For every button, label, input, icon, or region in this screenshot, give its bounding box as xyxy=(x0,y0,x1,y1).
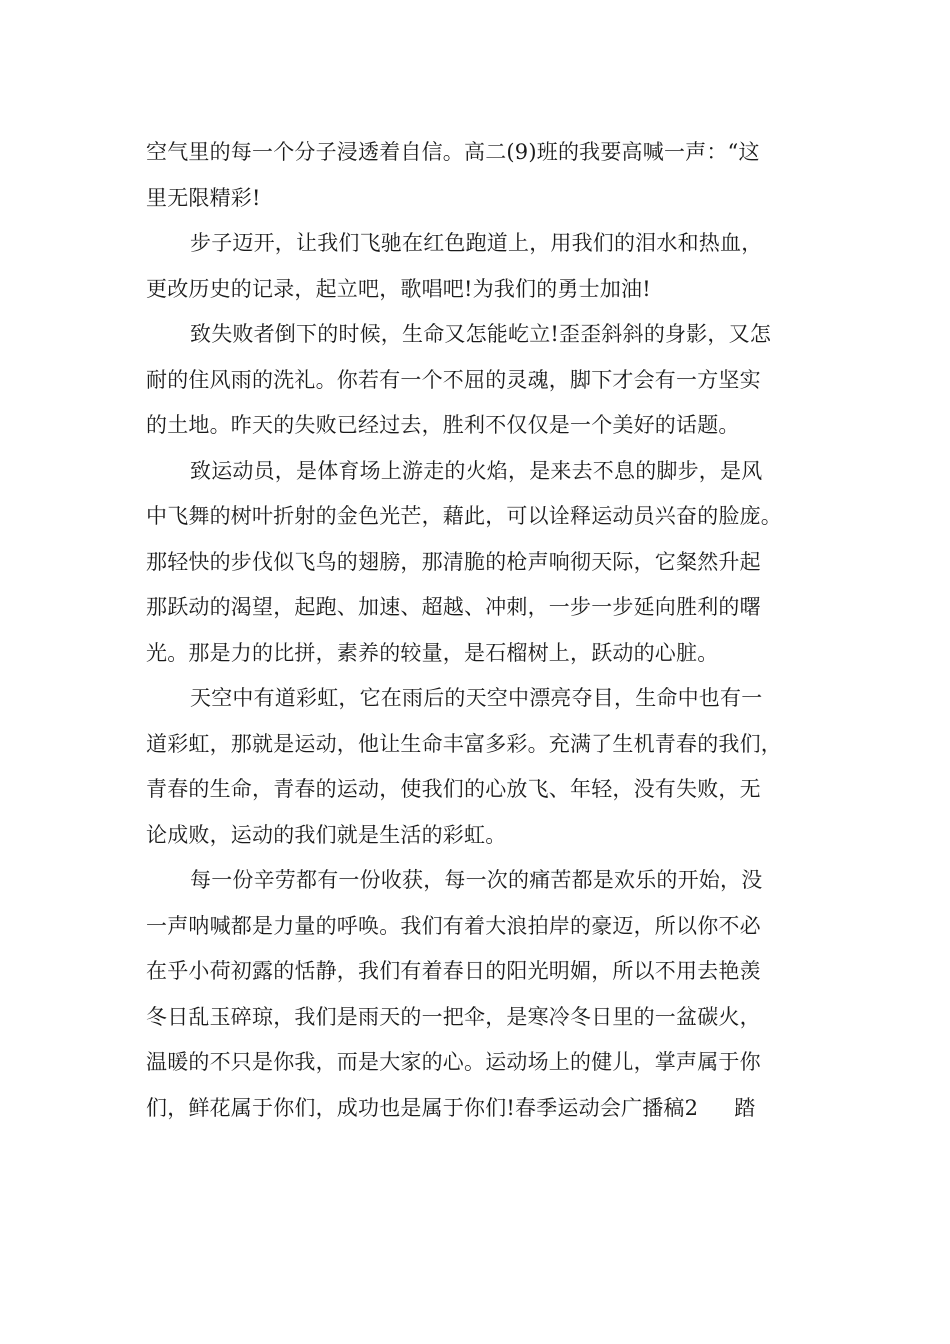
text-line: 论成败，运动的我们就是生活的彩虹。 xyxy=(146,822,507,847)
text-line: 耐的住风雨的洗礼。你若有一个不屈的灵魂，脚下才会有一方坚实 xyxy=(146,367,761,392)
text-line: 光。那是力的比拼，素养的较量，是石榴树上，跃动的心脏。 xyxy=(146,640,719,665)
text-line: 一声呐喊都是力量的呼唤。我们有着大浪拍岸的豪迈，所以你不必 xyxy=(146,913,761,938)
text-line-last xyxy=(146,1086,806,1132)
text-line: 致运动员，是体育场上游走的火焰，是来去不息的脚步，是风 xyxy=(190,458,763,483)
text-line: 中飞舞的树叶折射的金色光芒，藉此，可以诠释运动员兴奋的脸庞。 xyxy=(146,504,782,528)
text-line: 冬日乱玉碎琼，我们是雨天的一把伞，是寒冷冬日里的一盆碳火， xyxy=(146,1004,761,1029)
text-line: 那跃动的渴望，起跑、加速、超越、冲刺，一步一步延向胜利的曙 xyxy=(146,595,761,619)
text-line: 更改历史的记录，起立吧，歌唱吧!为我们的勇士加油! xyxy=(146,276,651,301)
text-line: 那轻快的步伐似飞鸟的翅膀，那清脆的枪声响彻天际，它粲然升起 xyxy=(146,549,761,574)
text-line: 在乎小荷初露的恬静，我们有着春日的阳光明媚，所以不用去艳羡 xyxy=(146,959,761,983)
text-line: 步子迈开，让我们飞驰在红色跑道上，用我们的泪水和热血， xyxy=(190,231,763,255)
trailing-text: 踏 xyxy=(734,1095,756,1120)
text-line: 每一份辛劳都有一份收获，每一次的痛苦都是欢乐的开始，没 xyxy=(190,868,763,892)
text-line: 青春的生命，青春的运动，使我们的心放飞、年轻，没有失败，无 xyxy=(146,777,761,801)
text-line: 天空中有道彩虹，它在雨后的天空中漂亮夺目，生命中也有一 xyxy=(190,686,763,710)
text-line-content: 们，鲜花属于你们，成功也是属于你们!春季运动会广播稿2 xyxy=(146,1095,699,1120)
body-text xyxy=(146,130,806,1131)
text-line: 温暖的不只是你我，而是大家的心。运动场上的健儿，掌声属于你 xyxy=(146,1050,761,1074)
text-line: 道彩虹，那就是运动，他让生命丰富多彩。充满了生机青春的我们， xyxy=(146,731,782,756)
text-line: 致失败者倒下的时候，生命又怎能屹立!歪歪斜斜的身影，又怎 xyxy=(190,322,772,346)
text-line: 空气里的每一个分子浸透着自信。高二(9)班的我要高喊一声：“这 xyxy=(146,140,760,164)
text-line: 里无限精彩! xyxy=(146,185,261,210)
text-line: 的土地。昨天的失败已经过去，胜利不仅仅是一个美好的话题。 xyxy=(146,413,740,437)
